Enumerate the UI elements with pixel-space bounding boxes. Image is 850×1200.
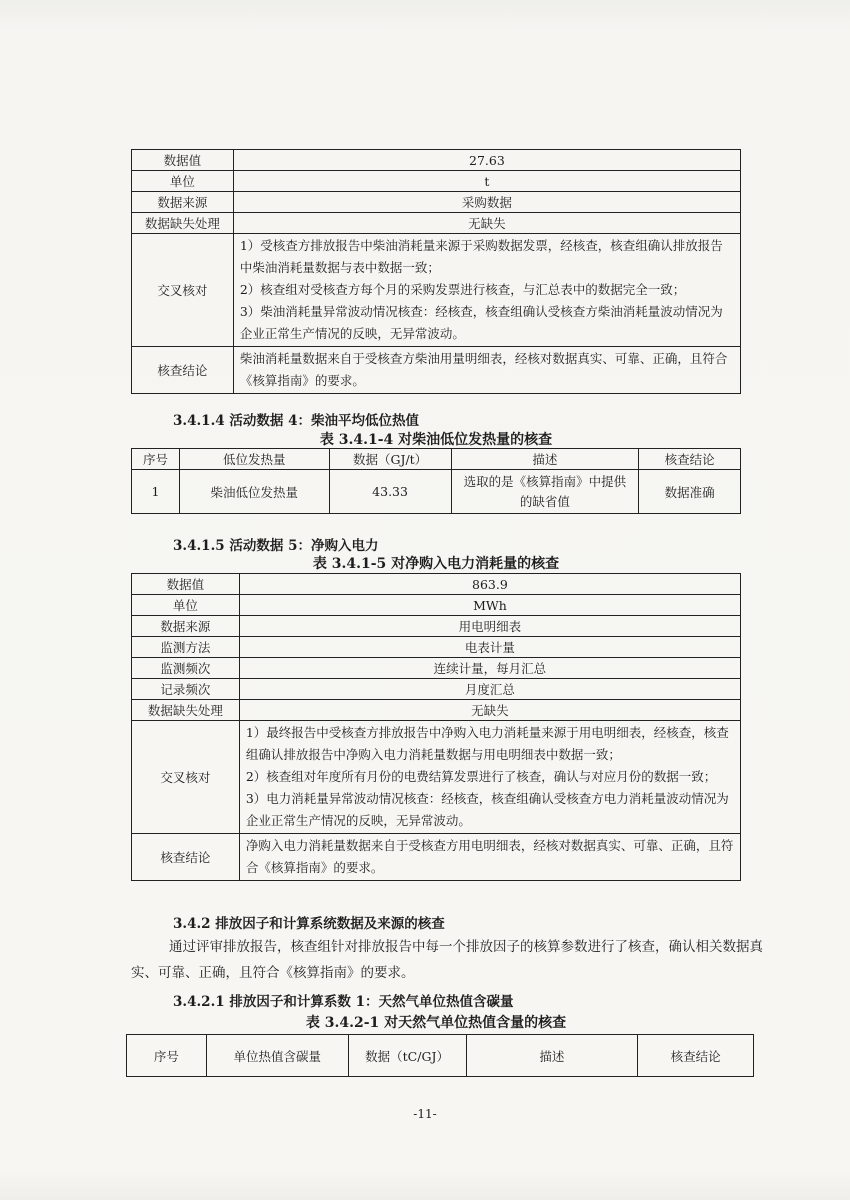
row-label: 监测方法 — [132, 637, 240, 658]
natural-gas-carbon-table — [126, 1034, 754, 1077]
diesel-consumption-table — [131, 149, 741, 394]
table-caption: 表 3.4.1-5 对净购入电力消耗量的核查 — [312, 556, 560, 572]
table-row — [132, 834, 741, 881]
section-heading: 3.4.2 排放因子和计算系统数据及来源的核查 — [173, 916, 445, 932]
row-label: 数据值 — [132, 574, 240, 595]
cross-check-item: 1）受核查方排放报告中柴油消耗量来源于采购数据发票，经核查，核查组确认排放报告中柴油消耗量数据与表中数据一致； — [239, 238, 723, 275]
table-row — [132, 616, 741, 637]
section-heading: 3.4.2.1 排放因子和计算系数 1：天然气单位热值含碳量 — [173, 994, 514, 1010]
table-row — [132, 213, 741, 234]
row-value: 27.63 — [233, 150, 740, 171]
row-label: 监测频次 — [132, 658, 240, 679]
cross-check-item: 1）最终报告中受核查方排放报告中净购入电力消耗量来源于用电明细表，经核查，核查组确认排放报告中净购入电力消耗量数据与用电明细表中数据一致； — [245, 725, 729, 762]
row-value: 电表计量 — [239, 637, 740, 658]
diesel-heat-value-table — [131, 448, 741, 514]
table-cell: 43.33 — [329, 470, 451, 514]
cross-check-content — [233, 234, 740, 347]
table-row — [132, 700, 741, 721]
table-row — [132, 679, 741, 700]
table-cell: 1 — [132, 470, 180, 514]
table-row — [132, 192, 741, 213]
table-row — [132, 574, 741, 595]
table-row — [132, 658, 741, 679]
column-header: 数据（tC/GJ） — [348, 1035, 466, 1077]
conclusion-text: 柴油消耗量数据来自于受核查方柴油用量明细表，经核对数据真实、可靠、正确，且符合《核算指南》的要求。 — [233, 347, 740, 394]
column-header: 数据（GJ/t） — [329, 449, 451, 470]
purchased-electricity-table — [131, 573, 741, 881]
row-value: t — [233, 171, 740, 192]
section-paragraph: 通过评审排放报告，核查组针对排放报告中每一个排放因子的核算参数进行了核查，确认相关数据真实、可靠、正确，且符合《核算指南》的要求。 — [131, 939, 763, 981]
cross-check-item: 3）柴油消耗量异常波动情况核查：经核查，核查组确认受核查方柴油消耗量波动情况为企业正常生产情况的反映，无异常波动。 — [239, 304, 723, 341]
column-header: 核查结论 — [638, 1035, 754, 1077]
table-header-row — [127, 1035, 754, 1077]
conclusion-text: 净购入电力消耗量数据来自于受核查方用电明细表，经核对数据真实、可靠、正确，且符合《核算指南》的要求。 — [239, 834, 740, 881]
row-label: 记录频次 — [132, 679, 240, 700]
row-value: 用电明细表 — [239, 616, 740, 637]
column-header: 单位热值含碳量 — [206, 1035, 348, 1077]
table-row — [132, 721, 741, 834]
table-row — [132, 234, 741, 347]
cross-check-content — [239, 721, 740, 834]
table-row — [132, 150, 741, 171]
table-row — [132, 470, 741, 514]
cross-check-item: 2）核查组对年度所有月份的电费结算发票进行了核查，确认与对应月份的数据一致； — [245, 769, 717, 784]
cross-check-label: 交叉核对 — [132, 234, 234, 347]
row-value: 采购数据 — [233, 192, 740, 213]
row-label: 单位 — [132, 171, 234, 192]
cross-check-label: 交叉核对 — [132, 721, 240, 834]
column-header: 序号 — [132, 449, 180, 470]
row-label: 数据值 — [132, 150, 234, 171]
column-header: 核查结论 — [639, 449, 741, 470]
table-row — [132, 171, 741, 192]
row-label: 数据缺失处理 — [132, 700, 240, 721]
table-row — [132, 347, 741, 394]
row-value: 无缺失 — [239, 700, 740, 721]
table-row — [132, 595, 741, 616]
row-value: 连续计量，每月汇总 — [239, 658, 740, 679]
table-row — [132, 637, 741, 658]
cross-check-item: 3）电力消耗量异常波动情况核查：经核查，核查组确认受核查方电力消耗量波动情况为企业正常生产情况的反映，无异常波动。 — [245, 791, 729, 828]
row-label: 单位 — [132, 595, 240, 616]
conclusion-label: 核查结论 — [132, 347, 234, 394]
row-value: 无缺失 — [233, 213, 740, 234]
row-label: 数据缺失处理 — [132, 213, 234, 234]
section-heading: 3.4.1.4 活动数据 4：柴油平均低位热值 — [173, 413, 419, 429]
table-cell: 选取的是《核算指南》中提供的缺省值 — [451, 470, 639, 514]
table-header-row — [132, 449, 741, 470]
row-value: MWh — [239, 595, 740, 616]
section-heading: 3.4.1.5 活动数据 5：净购入电力 — [173, 538, 379, 554]
column-header: 序号 — [127, 1035, 207, 1077]
cross-check-item: 2）核查组对受核查方每个月的采购发票进行核查，与汇总表中的数据完全一致； — [239, 282, 686, 297]
table-cell: 数据准确 — [639, 470, 741, 514]
table-caption: 表 3.4.2-1 对天然气单位热值含量的核查 — [305, 1015, 567, 1031]
column-header: 描述 — [466, 1035, 638, 1077]
row-value: 863.9 — [239, 574, 740, 595]
row-value: 月度汇总 — [239, 679, 740, 700]
row-label: 数据来源 — [132, 192, 234, 213]
conclusion-label: 核查结论 — [132, 834, 240, 881]
table-cell: 柴油低位发热量 — [179, 470, 329, 514]
table-caption: 表 3.4.1-4 对柴油低位发热量的核查 — [319, 432, 553, 448]
page-number: -11- — [413, 1107, 437, 1121]
row-label: 数据来源 — [132, 616, 240, 637]
column-header: 描述 — [451, 449, 639, 470]
column-header: 低位发热量 — [179, 449, 329, 470]
